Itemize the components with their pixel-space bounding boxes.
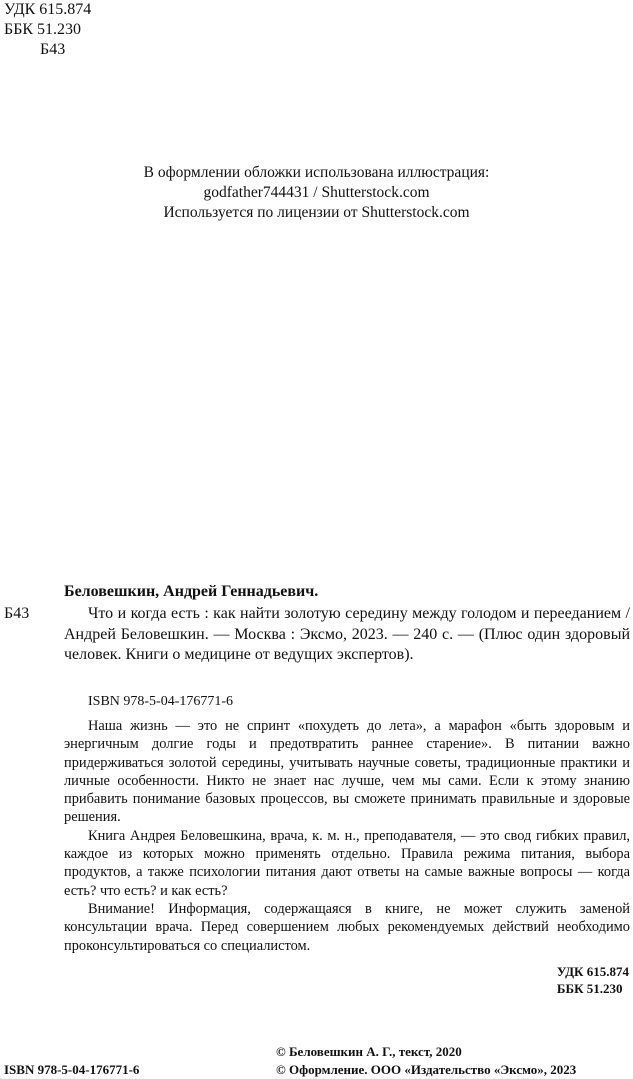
- author-shelf-mark: Б43: [40, 41, 66, 58]
- cover-note-line: В оформлении обложки использована иллюстрация:: [143, 164, 490, 181]
- classification-block-bottom: [557, 963, 629, 997]
- copyright-line: © Оформление. ООО «Издательство «Эксмо», 2023: [276, 1062, 577, 1077]
- annotation: [64, 717, 630, 955]
- copyright-line: © Беловешкин А. Г., текст, 2020: [276, 1044, 462, 1059]
- cover-illustration-note: [0, 163, 633, 223]
- udk-code-bottom: УДК 615.874: [556, 964, 629, 979]
- copyright-block: [276, 1043, 576, 1079]
- isbn-line: ISBN 978-5-04-176771-6: [88, 694, 234, 709]
- cover-note-line: godfather744431 / Shutterstock.com: [203, 184, 430, 201]
- isbn-bottom: ISBN 978-5-04-176771-6: [4, 1062, 140, 1077]
- annotation-paragraph: Наша жизнь — это не спринт «похудеть до лета», а марафон «быть здоровым и энергичным долгие годы и предотвратить раннее старение». В питании важно придерживаться золотой середины, учитывать научные советы, традиционные практики и личные особенности. Никто не знает нас лучше, чем мы сами. Если к этому знанию прибавить понимание базовых процессов, вы сможете принимать правильные и здоровые решения.: [64, 718, 630, 826]
- classification-block-top: [4, 0, 91, 60]
- shelf-mark: Б43: [4, 605, 30, 622]
- annotation-paragraph: Книга Андрея Беловешкина, врача, к. м. н., преподавателя, — это свод гибких правил, каждое из которых можно применять отдельно. Правила режима питания, выбора продуктов, а также психологии питания дают ответы на самые важные вопросы — когда есть? что есть? и как есть?: [64, 827, 630, 899]
- bbk-code: ББК 51.230: [4, 21, 82, 38]
- bbk-code-bottom: ББК 51.230: [556, 981, 623, 996]
- annotation-paragraph: Внимание! Информация, содержащаяся в книге, не может служить заменой консультации врача. Перед совершением любых рекомендуемых действий необходимо проконсультироваться со специалистом.: [64, 900, 630, 954]
- udk-code: УДК 615.874: [4, 1, 92, 18]
- bibliographic-description: Что и когда есть : как найти золотую середину между голодом и перееданием / Андрей Беловешкин. — Москва : Эксмо, 2023. — 240 с. — (Плюс один здоровый человек. Книги о медицине от ведущих экспертов).: [64, 605, 630, 663]
- cover-note-line: Используется по лицензии от Shutterstock.com: [163, 204, 470, 221]
- author-heading: Беловешкин, Андрей Геннадьевич.: [64, 583, 319, 600]
